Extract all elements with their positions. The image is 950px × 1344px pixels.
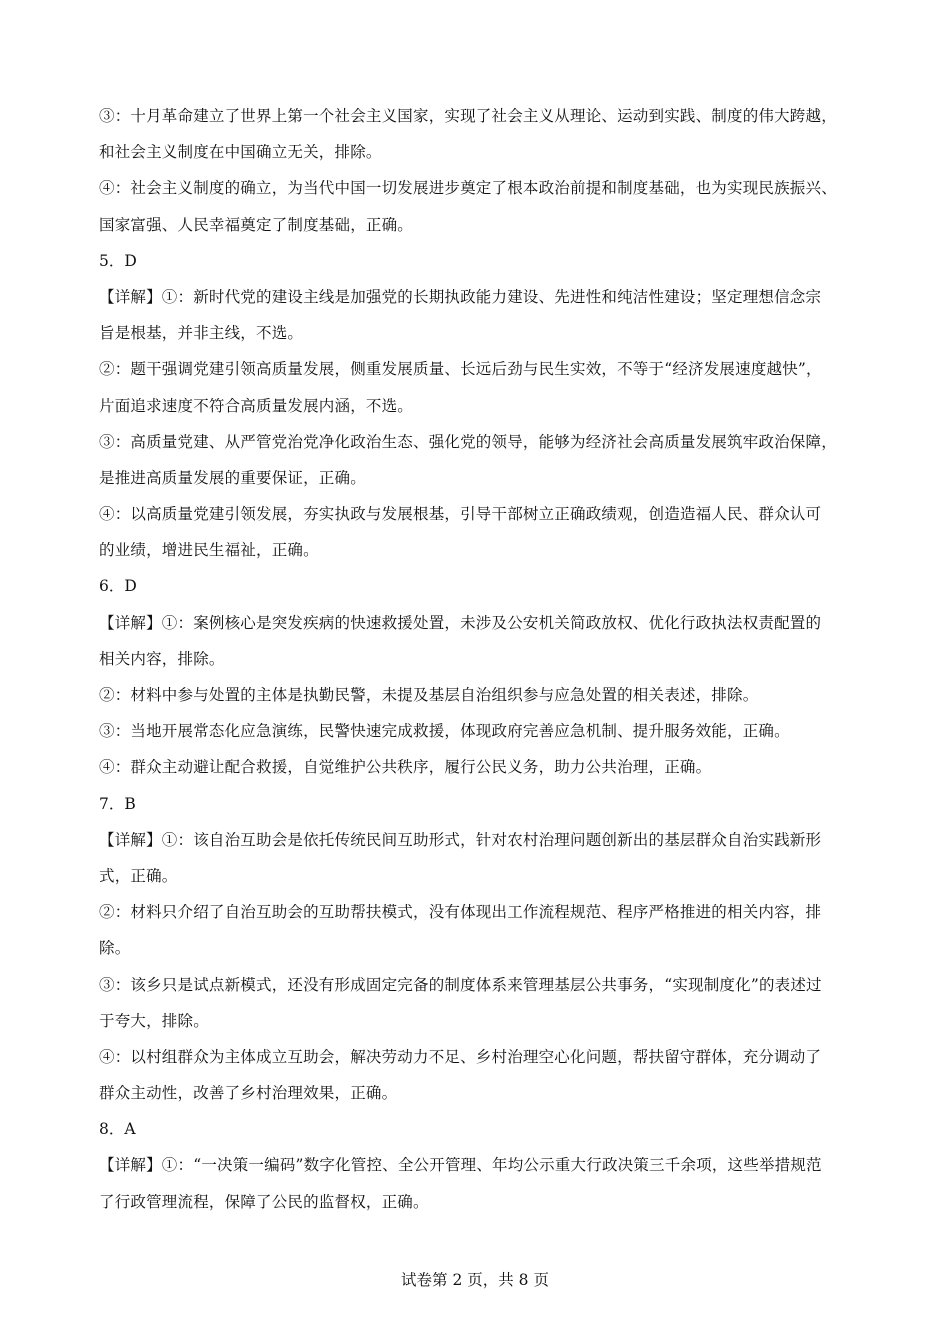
text-line: 式，正确。 [99, 866, 178, 885]
text-line: ③：该乡只是试点新模式，还没有形成固定完备的制度体系来管理基层公共事务，“实现制度化”的表述过 [99, 975, 822, 994]
text-line: 群众主动性，改善了乡村治理效果，正确。 [99, 1084, 398, 1103]
text-line: 旨是根基，并非主线，不选。 [99, 324, 304, 343]
question-answer: 7．B [99, 794, 136, 813]
question-answer: 6．D [99, 577, 137, 596]
text-line: ③：当地开展常态化应急演练，民警快速完成救援，体现政府完善应急机制、提升服务效能，正确。 [99, 722, 790, 741]
text-line: 【详解】①：案例核心是突发疾病的快速救援处置，未涉及公安机关简政放权、优化行政执法权责配置的 [99, 613, 822, 632]
text-line: ②：材料中参与处置的主体是执勤民警，未提及基层自治组织参与应急处置的相关表述，排除。 [99, 686, 759, 704]
text-line: 和社会主义制度在中国确立无关，排除。 [99, 143, 382, 162]
text-line: 的业绩，增进民生福祉，正确。 [99, 541, 319, 560]
page-footer: 试卷第 2 页，共 8 页 [401, 1271, 549, 1289]
question-answer: 8．A [99, 1120, 136, 1139]
text-line: ②：题干强调党建引领高质量发展，侧重发展质量、长远后劲与民生实效，不等于“经济发展速度越快”， [99, 360, 822, 379]
text-line: 【详解】①：“一决策一编码”数字化管控、全公开管理、年均公示重大行政决策三千余项，这些举措规范 [99, 1156, 822, 1175]
text-line: ④：以村组群众为主体成立互助会，解决劳动力不足、乡村治理空心化问题，帮扶留守群体，充分调动了 [99, 1047, 822, 1066]
text-line: ④：群众主动避让配合救援，自觉维护公共秩序，履行公民义务，助力公共治理，正确。 [99, 758, 712, 777]
text-line: ④：社会主义制度的确立，为当代中国一切发展进步奠定了根本政治前提和制度基础，也为实现民族振兴、 [99, 179, 837, 198]
text-line: ③：高质量党建、从严管党治党净化政治生态、强化党的领导，能够为经济社会高质量发展筑牢政治保障， [99, 432, 837, 451]
text-line: 是推进高质量发展的重要保证，正确。 [99, 468, 366, 487]
text-line: ④：以高质量党建引领发展，夯实执政与发展根基，引导干部树立正确政绩观，创造造福人民、群众认可 [99, 505, 822, 524]
text-line: 片面追求速度不符合高质量发展内涵，不选。 [99, 396, 414, 415]
text-line: 相关内容，排除。 [99, 649, 225, 668]
text-line: 除。 [99, 939, 131, 958]
text-line: 国家富强、人民幸福奠定了制度基础，正确。 [99, 215, 414, 234]
text-line: ②：材料只介绍了自治互助会的互助帮扶模式，没有体现出工作流程规范、程序严格推进的相关内容，排 [99, 903, 822, 922]
text-line: 【详解】①：该自治互助会是依托传统民间互助形式，针对农村治理问题创新出的基层群众自治实践新形 [99, 830, 822, 849]
text-line: ③：十月革命建立了世界上第一个社会主义国家，实现了社会主义从理论、运动到实践、制度的伟大跨越， [99, 107, 837, 125]
text-line: 了行政管理流程，保障了公民的监督权，正确。 [99, 1192, 429, 1211]
answer-explanations [99, 98, 859, 1220]
text-line: 【详解】①：新时代党的建设主线是加强党的长期执政能力建设、先进性和纯洁性建设；坚定理想信念宗 [99, 287, 822, 306]
text-line: 于夸大，排除。 [99, 1011, 209, 1030]
question-answer: 5．D [99, 251, 137, 270]
